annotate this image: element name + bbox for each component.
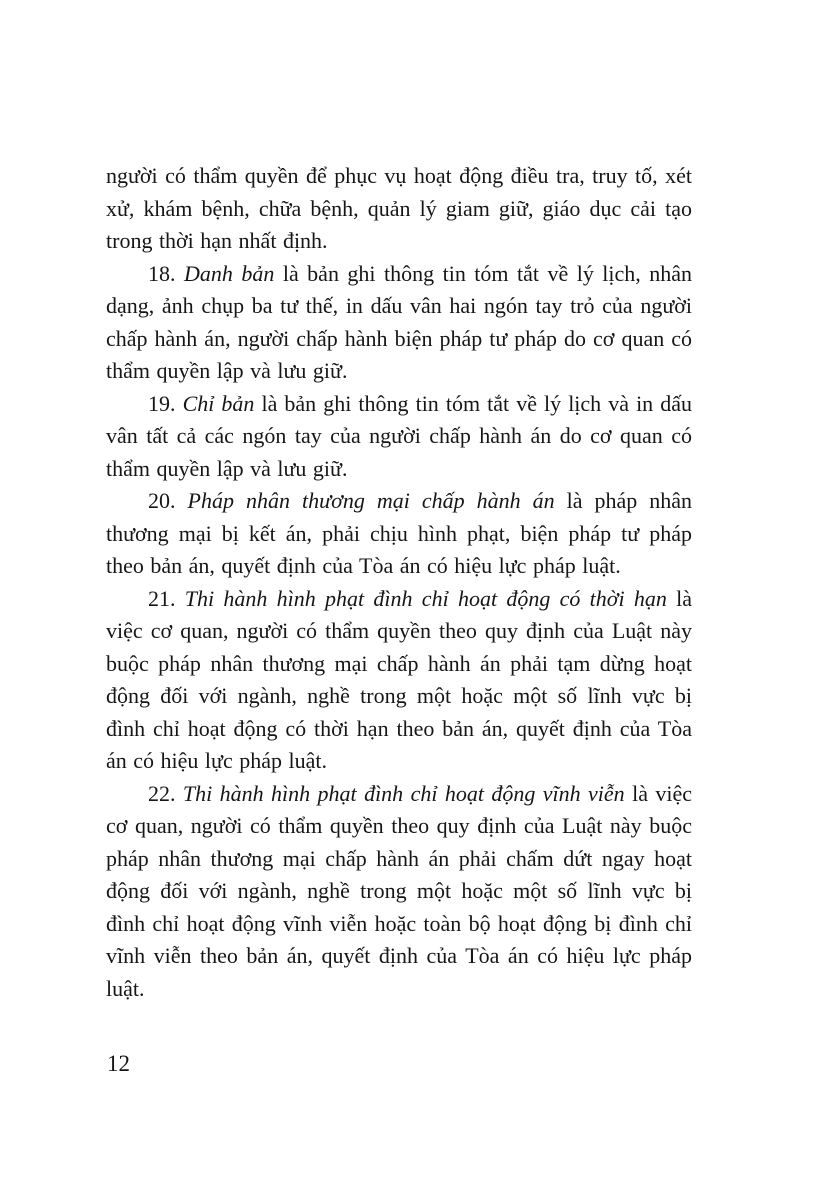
- paragraph-term: Thi hành hình phạt đình chỉ hoạt động có thời hạn: [184, 585, 667, 611]
- paragraph-text: là việc cơ quan, người có thẩm quyền theo quy định của Luật này buộc pháp nhân thương mại chấp hành án phải tạm dừng hoạt động đối với ngành, nghề trong một hoặc một số lĩnh vực bị đình chỉ hoạt động có thời hạn theo bản án, quyết định của Tòa án có hiệu lực pháp luật.: [106, 585, 693, 773]
- paragraph-text: là pháp nhân thương mại bị kết án, phải chịu hình phạt, biện pháp tư pháp theo bản án, quyết định của Tòa án có hiệu lực pháp luật.: [106, 488, 693, 578]
- page-body-text: [106, 160, 692, 1005]
- paragraph-text: người có thẩm quyền để phục vụ hoạt động điều tra, truy tố, xét xử, khám bệnh, chữa bệnh, quản lý giam giữ, giáo dục cải tạo trong thời hạn nhất định.: [106, 163, 692, 253]
- paragraph-22: [106, 778, 692, 1006]
- paragraph-term: Pháp nhân thương mại chấp hành án: [187, 488, 555, 513]
- paragraph-text: là bản ghi thông tin tóm tắt về lý lịch, nhân dạng, ảnh chụp ba tư thế, in dấu vân hai ngón tay trỏ của người chấp hành án, người chấp hành biện pháp tư pháp do cơ quan có thẩm quyền lập và lưu giữ.: [106, 260, 693, 383]
- paragraph-term: Thi hành hình phạt đình chỉ hoạt động vĩnh viễn: [182, 780, 625, 806]
- paragraph-number: 20.: [148, 488, 188, 513]
- paragraph-18: [106, 258, 692, 388]
- paragraph-19: [106, 388, 692, 486]
- paragraph-number: 18.: [148, 260, 184, 286]
- paragraph-21: [106, 583, 692, 778]
- paragraph-term: Danh bản: [183, 260, 275, 286]
- page-number: 12: [107, 1051, 130, 1076]
- paragraph-number: 19.: [148, 390, 183, 416]
- paragraph-text: là việc cơ quan, người có thẩm quyền theo quy định của Luật này buộc pháp nhân thương mại chấp hành án phải chấm dứt ngay hoạt động đối với ngành, nghề trong một hoặc một số lĩnh vực bị đình chỉ hoạt động vĩnh viễn hoặc toàn bộ hoạt động bị đình chỉ vĩnh viễn theo bản án, quyết định của Tòa án có hiệu lực pháp luật.: [106, 780, 693, 1001]
- paragraph-20: [106, 485, 692, 583]
- paragraph-term: Chỉ bản: [182, 390, 255, 416]
- paragraph-number: 22.: [148, 780, 183, 806]
- paragraph-text: là bản ghi thông tin tóm tắt về lý lịch và in dấu vân tất cả các ngón tay của người chấp hành án do cơ quan có thẩm quyền lập và lưu giữ.: [106, 390, 693, 481]
- paragraph-number: 21.: [148, 585, 185, 611]
- paragraph-continuation: [106, 160, 692, 258]
